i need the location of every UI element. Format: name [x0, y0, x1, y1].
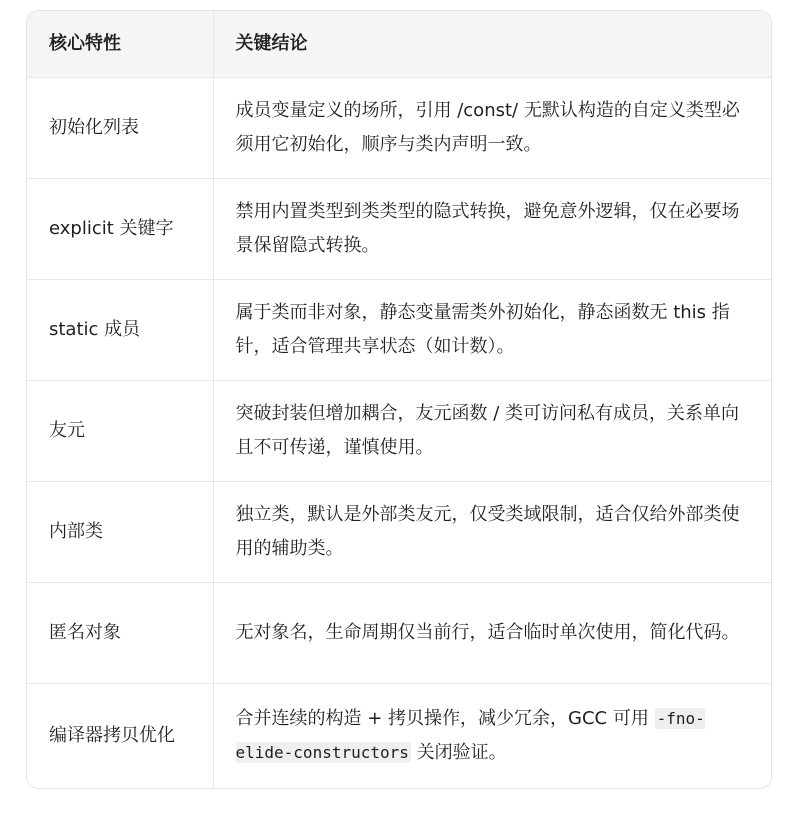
header-feature: 核心特性	[27, 11, 213, 77]
table-row	[27, 582, 771, 683]
feature-cell: static 成员	[27, 279, 213, 380]
feature-cell: 匿名对象	[27, 582, 213, 683]
table-header	[27, 11, 771, 77]
conclusion-cell: 无对象名，生命周期仅当前行，适合临时单次使用，简化代码。	[235, 621, 740, 643]
conclusion-cell: 禁用内置类型到类类型的隐式转换，避免意外逻辑，仅在必要场景保留隐式转换。	[235, 200, 740, 256]
table-row	[27, 380, 771, 481]
conclusion-cell: 独立类，默认是外部类友元，仅受类域限制，适合仅给外部类使用的辅助类。	[235, 503, 740, 559]
feature-cell: 内部类	[27, 481, 213, 582]
feature-cell: explicit 关键字	[27, 178, 213, 279]
table-row	[27, 481, 771, 582]
conclusion-cell: 突破封装但增加耦合，友元函数 / 类可访问私有成员，关系单向且不可传递，谨慎使用。	[235, 402, 740, 458]
header-row	[27, 11, 771, 77]
conclusion-text-suffix: 关闭验证。	[410, 742, 507, 764]
summary-table-container	[26, 10, 772, 789]
table-row	[27, 178, 771, 279]
conclusion-cell: 属于类而非对象，静态变量需类外初始化，静态函数无 this 指针，适合管理共享状态（如计数）。	[235, 301, 730, 357]
feature-cell: 编译器拷贝优化	[27, 683, 213, 789]
feature-cell: 友元	[27, 380, 213, 481]
inline-code: -fno-elide-constructors	[235, 709, 705, 763]
table-body	[27, 77, 771, 789]
conclusion-cell	[213, 683, 771, 789]
conclusion-cell: 成员变量定义的场所，引用 /const/ 无默认构造的自定义类型必须用它初始化，顺序与类内声明一致。	[235, 99, 740, 155]
header-conclusion: 关键结论	[235, 32, 308, 54]
feature-cell: 初始化列表	[27, 77, 213, 178]
table-row	[27, 77, 771, 178]
table-row	[27, 683, 771, 789]
table-row	[27, 279, 771, 380]
summary-table	[27, 11, 771, 789]
conclusion-text-prefix: 合并连续的构造 + 拷贝操作，减少冗余，GCC 可用	[235, 708, 655, 730]
